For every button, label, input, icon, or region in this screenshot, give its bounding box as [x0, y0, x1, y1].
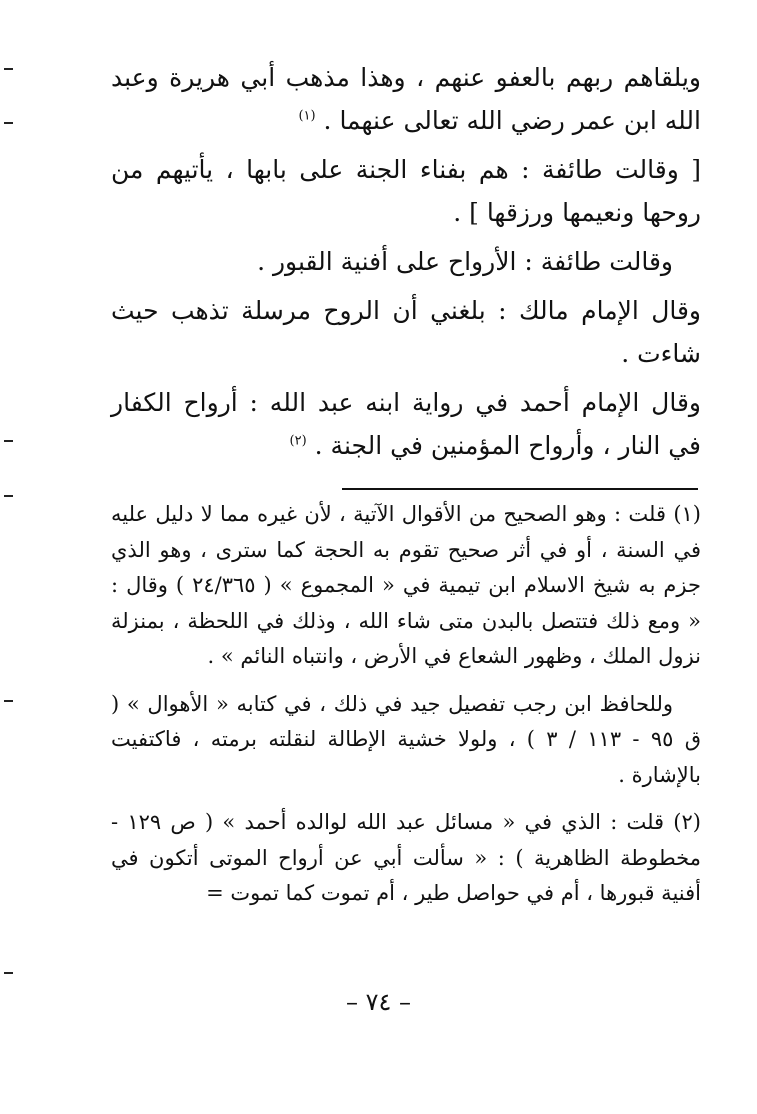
- footnote-1-continued: وللحافظ ابن رجب تفصيل جيد في ذلك ، في كتابه « الأهوال » ( ق ٩٥ - ١١٣ / ٣ ) ، ولولا خشية الإطالة لنقلته برمته ، فاكتفيت بالإشارة .: [111, 691, 701, 787]
- paragraph-text: وقالت طائفة : الأرواح على أفنية القبور .: [257, 247, 673, 276]
- footnote-ref-1: (١): [298, 108, 316, 124]
- paragraph-malik: [111, 289, 701, 375]
- paragraph-text: وقال الإمام أحمد في رواية ابنه عبد الله : أرواح الكفار في النار ، وأرواح المؤمنين في الجنة .: [111, 388, 701, 460]
- margin-mark: [4, 700, 13, 702]
- paragraph-text: ويلقاهم ربهم بالعفو عنهم ، وهذا مذهب أبي هريرة وعبد الله ابن عمر رضي الله تعالى عنهما .: [111, 63, 701, 135]
- page-number: – ٧٤ –: [345, 988, 412, 1016]
- margin-mark: [4, 495, 13, 497]
- footnote-2: (٢) قلت : الذي في « مسائل عبد الله لوالده أحمد » ( ص ١٢٩ - مخطوطة الظاهرية ) : « سألت أبي عن أرواح الموتى أتكون في أفنية قبورها ، أم في حواصل طير ، أم تموت كما تموت =: [111, 810, 701, 905]
- paragraph-ahmad: [111, 381, 701, 467]
- paragraph-jannah-gate: [111, 148, 701, 234]
- margin-mark: [4, 122, 13, 124]
- margin-mark: [4, 440, 13, 442]
- paragraph-text: وقال الإمام مالك : بلغني أن الروح مرسلة تذهب حيث شاءت .: [111, 296, 701, 368]
- paragraph-text: [ وقالت طائفة : هم بفناء الجنة على بابها ، يأتيهم من روحها ونعيمها ورزقها ] .: [111, 155, 701, 227]
- paragraph-graves: [111, 240, 701, 283]
- footnotes-section: [111, 497, 701, 924]
- main-body-text: [111, 56, 701, 473]
- margin-mark: [4, 68, 13, 70]
- footnote-1: (١) قلت : وهو الصحيح من الأقوال الآتية ، لأن غيره مما لا دليل عليه في السنة ، أو في أثر صحيح تقوم به الحجة كما ستری ، وهو الذي جزم به شيخ الاسلام ابن تيمية في « المجموع » ( ٢٤/٣٦٥ ) وقال : « ومع ذلك فتتصل بالبدن متى شاء الله ، وذلك في اللحظة ، بمنزلة نزول الملك ، وظهور الشعاع في الأرض ، وانتباه النائم » .: [111, 502, 701, 668]
- footnote-ref-2: (٢): [289, 433, 307, 449]
- paragraph-abu-hurayra: [111, 56, 701, 142]
- margin-mark: [4, 972, 13, 974]
- footnote-divider: [342, 488, 698, 490]
